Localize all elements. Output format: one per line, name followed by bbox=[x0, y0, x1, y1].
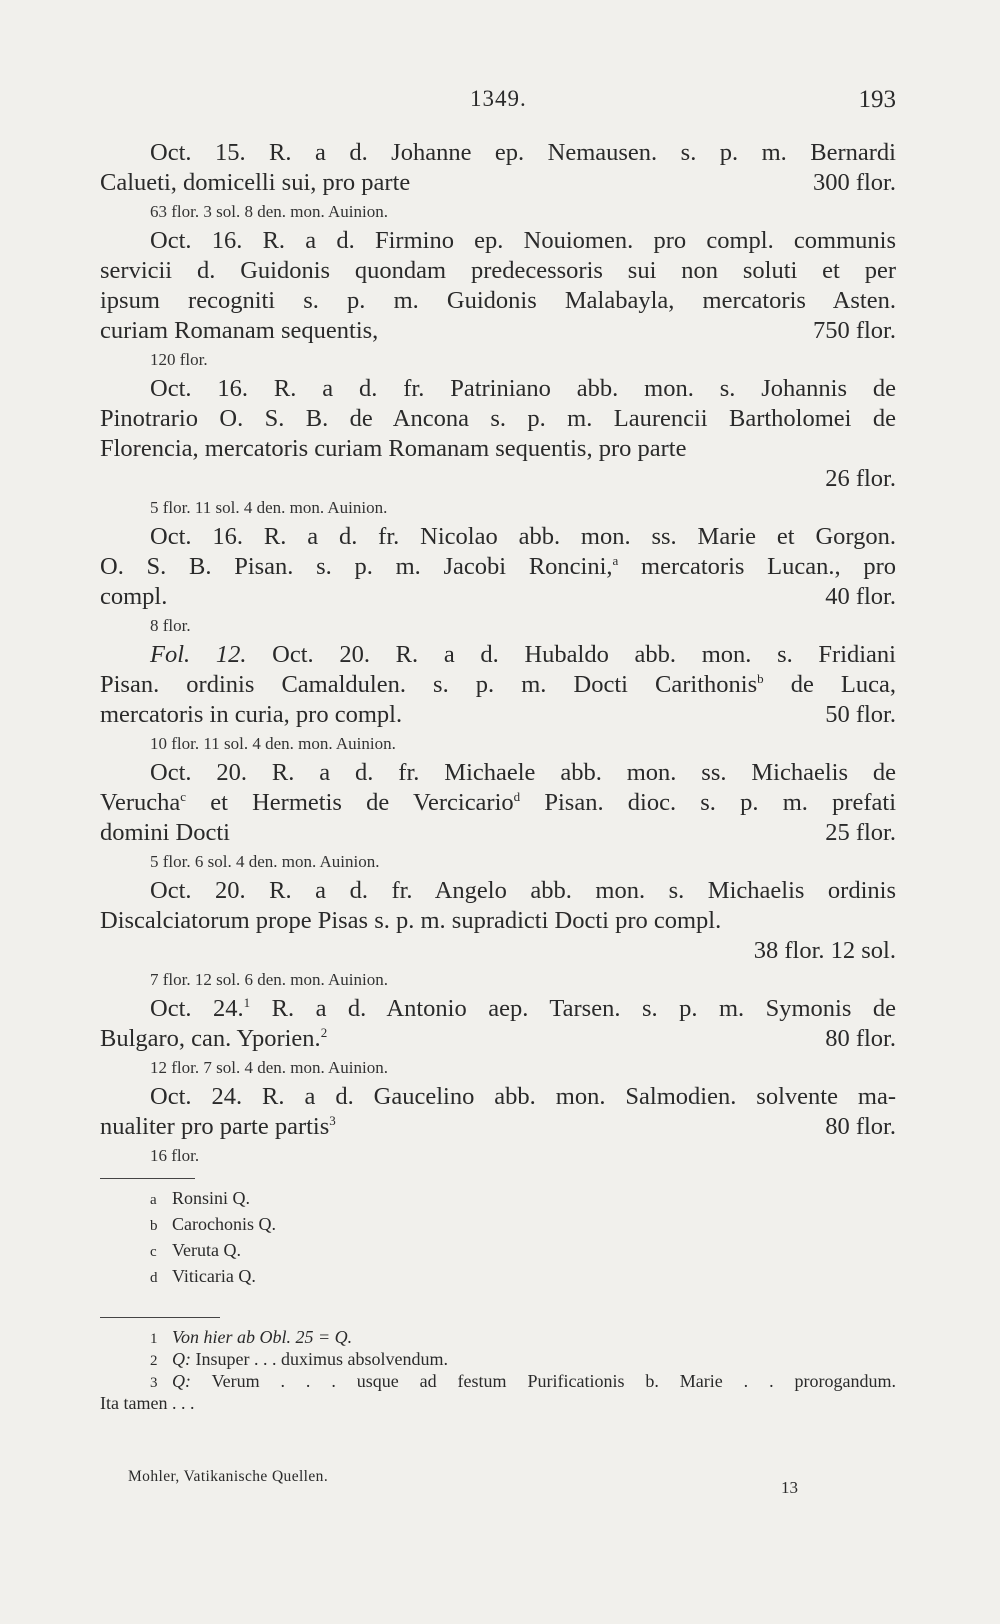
entry-line-with-amount bbox=[100, 1112, 896, 1142]
payment-note: 7 flor. 12 sol. 6 den. mon. Auinion. bbox=[150, 970, 388, 989]
payment-note: 120 flor. bbox=[150, 350, 208, 369]
entry-amount: 80 flor. bbox=[825, 1025, 896, 1052]
numbered-footnote bbox=[100, 1370, 896, 1392]
footnote-italic: Von hier ab Obl. 25 = Q. bbox=[172, 1327, 353, 1347]
payment-note: 16 flor. bbox=[150, 1146, 200, 1165]
footnote-text: Carochonis Q. bbox=[172, 1214, 276, 1234]
footnote-ref: 1 bbox=[243, 994, 251, 1010]
header-year: 1349. bbox=[470, 86, 527, 111]
footnote-mark: d bbox=[150, 1270, 158, 1286]
footnote-ref: d bbox=[513, 788, 521, 804]
variant-footnote bbox=[100, 1185, 896, 1211]
entry-line-with-amount bbox=[100, 582, 896, 612]
entry-line: Oct. 20. R. a d. fr. Michaele abb. mon. ss. Michaelis de bbox=[150, 759, 896, 786]
payment-note: 12 flor. 7 sol. 4 den. mon. Auinion. bbox=[150, 1058, 388, 1077]
entry-text: Oct. 20. R. a d. Hubaldo abb. mon. s. Fridiani bbox=[246, 641, 896, 668]
footnote-ref: 3 bbox=[329, 1112, 336, 1128]
footnote-text: Insuper . . . duximus absolvendum. bbox=[191, 1349, 448, 1369]
entry-text: Calueti, domicelli sui, pro parte bbox=[100, 169, 411, 196]
amount-line: 38 flor. 12 sol. bbox=[753, 937, 896, 964]
entry-line bbox=[100, 788, 896, 818]
entry-line bbox=[100, 994, 896, 1024]
entry-amount: 50 flor. bbox=[825, 701, 896, 728]
entry-text-group bbox=[100, 1024, 327, 1054]
variant-footnote bbox=[100, 1237, 896, 1263]
entry-text: et Hermetis de Vercicario bbox=[186, 789, 514, 816]
footnote-ref: 2 bbox=[320, 1024, 328, 1040]
entry-line-with-amount bbox=[100, 818, 896, 848]
footnote-italic: Q: bbox=[172, 1371, 191, 1391]
footnote-mark: a bbox=[150, 1192, 157, 1208]
entry-line bbox=[100, 670, 896, 700]
payment-note: 10 flor. 11 sol. 4 den. mon. Auinion. bbox=[150, 734, 396, 753]
entry-text: de Luca, bbox=[763, 671, 896, 698]
entry-text: Verucha bbox=[100, 789, 181, 816]
entry-line-with-amount bbox=[100, 168, 896, 198]
entry-amount: 80 flor. bbox=[825, 1113, 896, 1140]
footnote-ref: c bbox=[180, 788, 187, 804]
payment-note: 63 flor. 3 sol. 8 den. mon. Auinion. bbox=[150, 202, 388, 221]
footnote-continuation: Ita tamen . . . bbox=[100, 1393, 195, 1413]
variant-footnote bbox=[100, 1211, 896, 1237]
footnote-text: Ronsini Q. bbox=[172, 1188, 251, 1208]
footnote-text: Viticaria Q. bbox=[172, 1266, 256, 1286]
entry-line bbox=[100, 640, 896, 670]
entry-line: Oct. 16. R. a d. Firmino ep. Nouiomen. pro compl. communis bbox=[150, 227, 896, 254]
footnote-mark: 1 bbox=[150, 1331, 158, 1347]
source-title: Mohler, Vatikanische Quellen. bbox=[128, 1468, 329, 1485]
signature-mark: 13 bbox=[781, 1478, 798, 1497]
entry-line-with-amount bbox=[100, 1024, 896, 1054]
entry-text: nualiter pro parte partis bbox=[100, 1113, 330, 1140]
page-number: 193 bbox=[858, 86, 896, 113]
entry-line: Oct. 16. R. a d. fr. Patriniano abb. mon. s. Johannis de bbox=[150, 375, 896, 402]
numbered-footnote bbox=[100, 1348, 896, 1370]
payment-note: 5 flor. 11 sol. 4 den. mon. Auinion. bbox=[150, 498, 388, 517]
entry-line: Oct. 20. R. a d. fr. Angelo abb. mon. s. Michaelis ordinis bbox=[150, 877, 896, 904]
entry-line: Florencia, mercatoris curiam Romanam sequentis, pro parte bbox=[100, 435, 687, 462]
numbered-footnote bbox=[100, 1326, 896, 1348]
entry-line-with-amount bbox=[100, 316, 896, 346]
entry-text: Oct. 24. bbox=[150, 995, 244, 1022]
entry-line: servicii d. Guidonis quondam predecessoris sui non soluti et per bbox=[100, 257, 896, 284]
entry-text: Bulgaro, can. Yporien. bbox=[100, 1025, 321, 1052]
variant-footnote bbox=[100, 1263, 896, 1289]
footnote-ref: a bbox=[612, 552, 619, 568]
footnote-divider bbox=[100, 1178, 195, 1179]
entry-text: domini Docti bbox=[100, 819, 230, 846]
payment-note: 5 flor. 6 sol. 4 den. mon. Auinion. bbox=[150, 852, 380, 871]
entry-line: Pinotrario O. S. B. de Ancona s. p. m. Laurencii Bartholomei de bbox=[100, 405, 896, 432]
folio-marker: Fol. 12. bbox=[150, 641, 247, 668]
entry-text-group bbox=[100, 1112, 336, 1142]
entry-text: Pisan. dioc. s. p. m. prefati bbox=[520, 789, 896, 816]
footnote-mark: 3 bbox=[150, 1375, 158, 1391]
footnote-divider bbox=[100, 1317, 220, 1318]
entry-amount: 25 flor. bbox=[825, 819, 896, 846]
entry-line: Discalciatorum prope Pisas s. p. m. supradicti Docti pro compl. bbox=[100, 907, 722, 934]
footnote-mark: c bbox=[150, 1244, 157, 1260]
entry-line-with-amount bbox=[100, 700, 896, 730]
footnote-ref: b bbox=[757, 670, 764, 686]
entry-line: ipsum recogniti s. p. m. Guidonis Malabayla, mercatoris Asten. bbox=[100, 287, 896, 314]
entry-text: Pisan. ordinis Camaldulen. s. p. m. Docti Carithonis bbox=[100, 671, 758, 698]
entry-text: curiam Romanam sequentis, bbox=[100, 317, 379, 344]
entry-amount: 750 flor. bbox=[812, 317, 896, 344]
entry-text: O. S. B. Pisan. s. p. m. Jacobi Roncini, bbox=[100, 553, 613, 580]
entry-text: compl. bbox=[100, 583, 168, 610]
entry-line: Oct. 24. R. a d. Gaucelino abb. mon. Salmodien. solvente ma- bbox=[150, 1083, 896, 1110]
footnote-mark: 2 bbox=[150, 1353, 158, 1369]
entry-amount: 300 flor. bbox=[812, 169, 896, 196]
footnote-text: Veruta Q. bbox=[172, 1240, 241, 1260]
payment-note: 8 flor. bbox=[150, 616, 191, 635]
amount-line: 26 flor. bbox=[825, 465, 896, 492]
main-text bbox=[100, 138, 896, 1414]
entry-text: R. a d. Antonio aep. Tarsen. s. p. m. Symonis de bbox=[250, 995, 896, 1022]
entry-amount: 40 flor. bbox=[825, 583, 896, 610]
entry-line: Oct. 16. R. a d. fr. Nicolao abb. mon. ss. Marie et Gorgon. bbox=[150, 523, 896, 550]
entry-line: Oct. 15. R. a d. Johanne ep. Nemausen. s. p. m. Bernardi bbox=[150, 139, 896, 166]
page-header bbox=[100, 86, 896, 116]
entry-text: mercatoris in curia, pro compl. bbox=[100, 701, 403, 728]
footnote-italic: Q: bbox=[172, 1349, 191, 1369]
footnote-mark: b bbox=[150, 1218, 158, 1234]
footnote-text: Verum . . . usque ad festum Purificationis b. Marie . . prorogandum. bbox=[191, 1371, 896, 1391]
entry-text: mercatoris Lucan., pro bbox=[618, 553, 896, 580]
entry-line bbox=[100, 552, 896, 582]
